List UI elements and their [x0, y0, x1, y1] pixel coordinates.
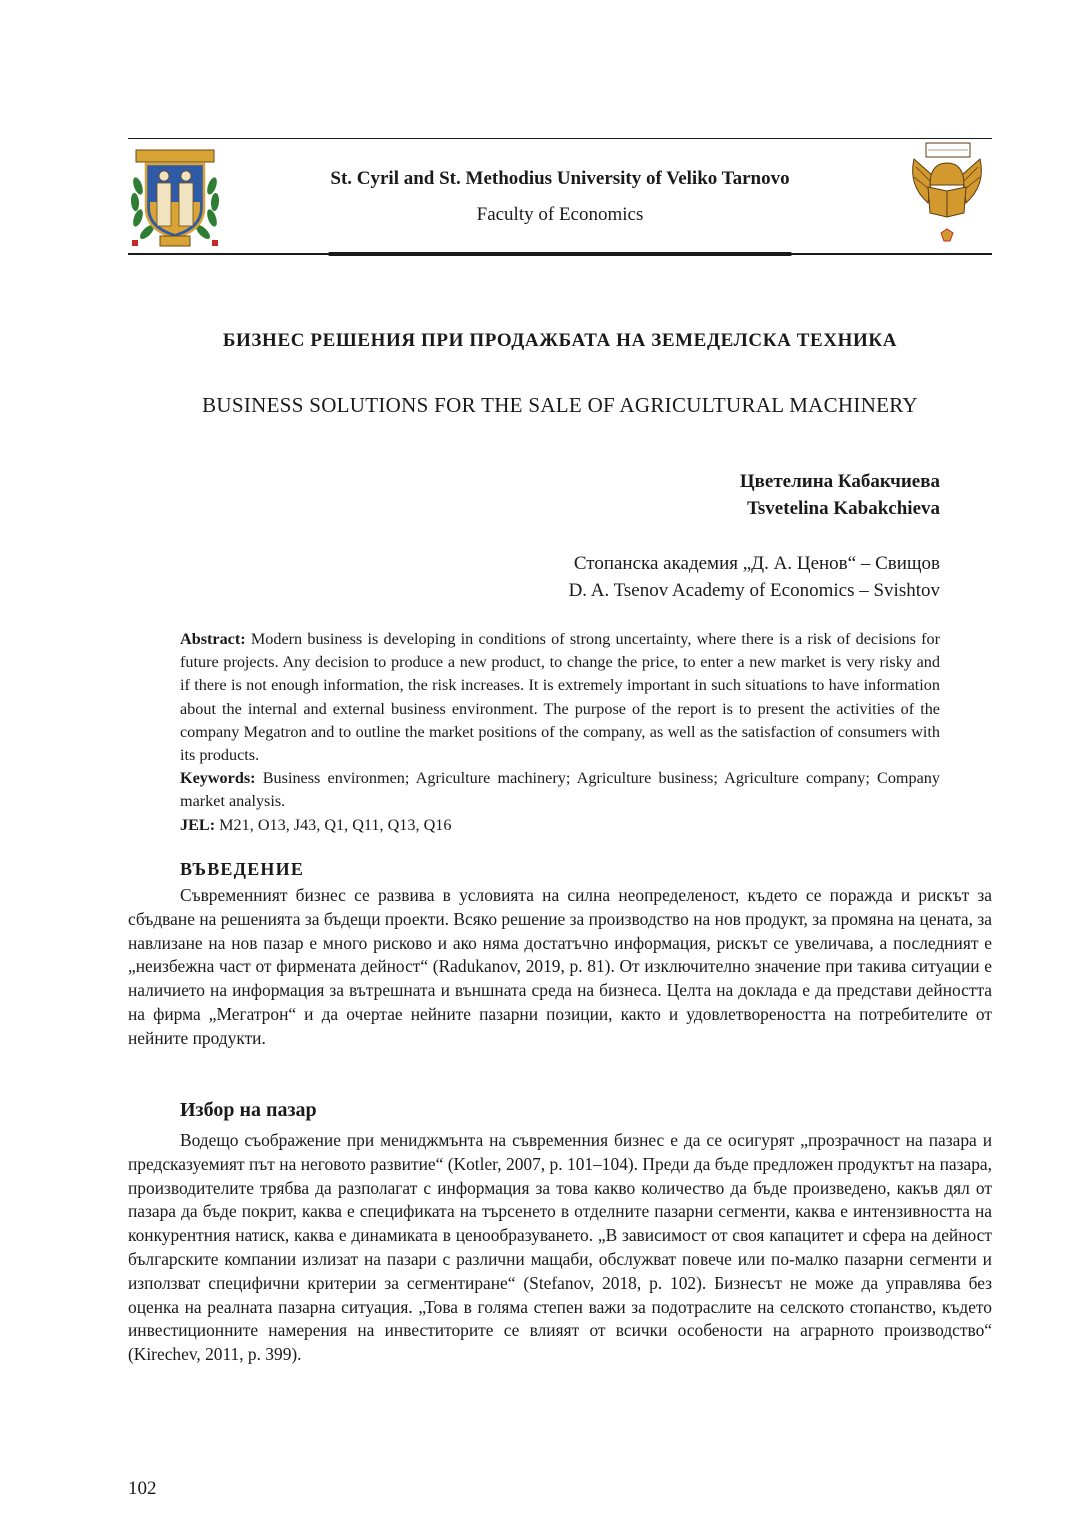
author-name-en: Tsvetelina Kabakchieva — [746, 498, 940, 519]
keywords-paragraph — [180, 767, 940, 813]
intro-body — [128, 884, 992, 1051]
market-body — [128, 1129, 992, 1367]
university-seal-icon — [128, 146, 222, 248]
jel-label: JEL: — [180, 815, 216, 834]
title-bulgarian: БИЗНЕС РЕШЕНИЯ ПРИ ПРОДАЖБАТА НА ЗЕМЕДЕЛСКА ТЕХНИКА — [222, 330, 898, 351]
intro-paragraph: Съвременният бизнес се развива в условията на силна неопределеност, където се поражда и рискът за сбъдване на решенията за бъдещи проекти. Всяко решение за производство на нов продукт, за промяна на цената, за навлизане на нов пазар е много рисково и ако няма достатъчно информация, рискът се увеличава, а последният е „неизбежна част от фирмената дейност“ (Radukanov, 2019, p. 81). От изключително значение при такива ситуации е наличието на информация за вътрешната и външната среда на бизнеса. Целта на доклада е да представи дейността на фирма „Мегатрон“ и да очертае нейните пазарни позиции, както и удовлетвореността на потребителите от нейните продукти. — [128, 885, 992, 1048]
affiliation-bg: Стопанска академия „Д. А. Ценов“ – Свищов — [573, 553, 940, 574]
header-top-rule — [128, 138, 992, 139]
keywords-label: Keywords: — [180, 769, 256, 788]
jel-paragraph — [180, 814, 940, 837]
faculty-helmet-icon — [906, 141, 988, 247]
market-paragraph: Водещо съображение при мениджмънта на съвременния бизнес е да се осигурят „прозрачност на пазара и предсказуемият път на неговото развитие“ (Kotler, 2007, p. 101–104). Преди да бъде предложен продуктът на пазара, производителите трябва да разполагат с информация за това какво количество да бъде произведено, какъв дял от пазара да бъде покрит, каква е спецификата на търсенето в отделните пазарни сегменти, каква е интензивността на конкурентния натиск, каква е динамиката в ценообразуването. „В зависимост от своя капацитет и сфера на дейност българските компании излизат на пазари с различни мащаби, обслужват повече или по-малко пазарни сегменти и използват специфични критерии за сегментиране“ (Stefanov, 2018, p. 102). Бизнесът не може да управлява без оценка на реалната пазарна ситуация. „Това в голяма степен важи за подотраслите на селското стопанство, където инвестиционните намерения на инвеститорите се влияят от всички особености на аграрното производство“ (Kirechev, 2011, p. 399). — [128, 1130, 992, 1365]
abstract-text: Modern business is developing in conditions of strong uncertainty, where there is a risk of decisions for future projects. Any decision to produce a new product, to change the price, to enter a new market is very risky and if there is not enough information, the risk increases. It is extremely important in such situations to have information about the internal and external business environment. The purpose of the report is to present the activities of the company Megatron and to outline the market positions of the company, as well as the satisfaction of consumers with its products. — [180, 630, 940, 765]
university-name: St. Cyril and St. Methodius University of Veliko Tarnovo — [330, 168, 790, 189]
intro-heading: ВЪВЕДЕНИЕ — [180, 859, 305, 879]
abstract-paragraph — [180, 628, 940, 767]
author-name-bg: Цветелина Кабакчиева — [739, 471, 940, 492]
market-heading: Избор на пазар — [180, 1099, 317, 1121]
faculty-name: Faculty of Economics — [476, 204, 644, 225]
abstract-block — [180, 628, 940, 837]
keywords-text: Business environmen; Agriculture machinery; Agriculture business; Agriculture company; Company market analysis. — [180, 769, 940, 811]
affiliation-en: D. A. Tsenov Academy of Economics – Svishtov — [568, 580, 940, 601]
title-english: BUSINESS SOLUTIONS FOR THE SALE OF AGRICULTURAL MACHINERY — [202, 393, 918, 417]
abstract-label: Abstract: — [180, 630, 246, 648]
header-bottom-rule — [128, 253, 992, 255]
jel-text: M21, O13, J43, Q1, Q11, Q13, Q16 — [215, 815, 452, 834]
page-number: 102 — [128, 1478, 157, 1499]
